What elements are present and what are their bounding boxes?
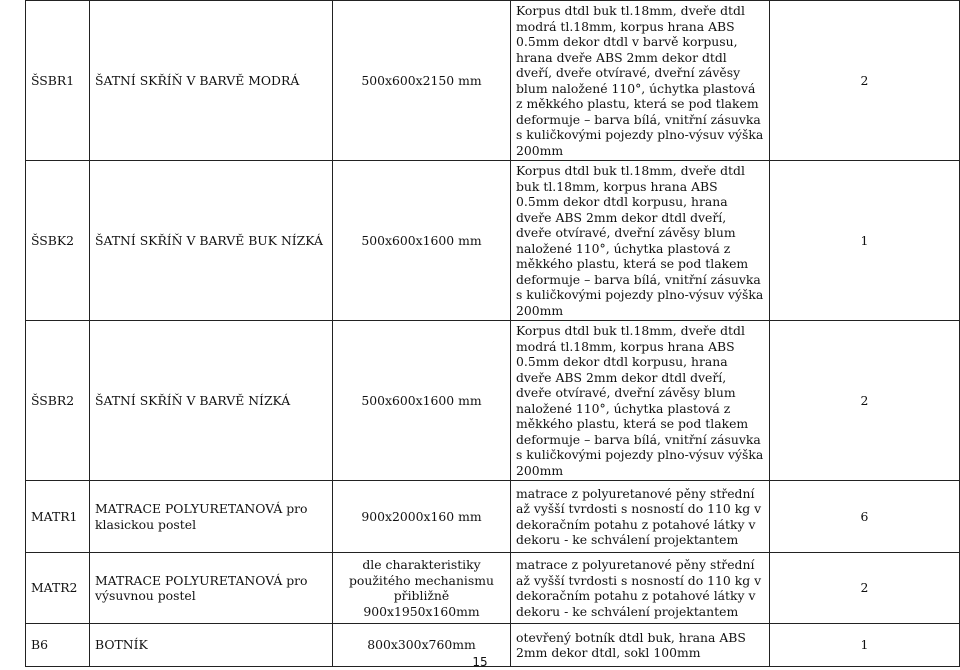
item-quantity: 2: [770, 1, 960, 161]
specification-table: [25, 0, 960, 667]
item-quantity: 1: [770, 624, 960, 667]
item-name: ŠATNÍ SKŘÍŇ V BARVĚ BUK NÍZKÁ: [90, 161, 333, 321]
item-dimensions: 800x300x760mm: [333, 624, 511, 667]
item-dimensions: 500x600x2150 mm: [333, 1, 511, 161]
item-quantity: 2: [770, 321, 960, 481]
item-dimensions: dle charakteristiky použitého mechanismu přibližně 900x1950x160mm: [333, 553, 511, 624]
item-dimensions: 500x600x1600 mm: [333, 321, 511, 481]
item-name: BOTNÍK: [90, 624, 333, 667]
item-code: ŠSBR1: [26, 1, 90, 161]
table-row: [26, 321, 960, 481]
item-description: matrace z polyuretanové pěny střední až vyšší tvrdosti s nosností do 110 kg v dekoračním potahu z potahové látky v dekoru - ke schválení projektantem: [511, 481, 770, 553]
table-row: [26, 161, 960, 321]
table-row: [26, 481, 960, 553]
item-dimensions: 900x2000x160 mm: [333, 481, 511, 553]
item-name: MATRACE POLYURETANOVÁ pro výsuvnou postel: [90, 553, 333, 624]
item-code: B6: [26, 624, 90, 667]
item-quantity: 2: [770, 553, 960, 624]
table-row: [26, 1, 960, 161]
item-dimensions: 500x600x1600 mm: [333, 161, 511, 321]
item-quantity: 1: [770, 161, 960, 321]
item-code: ŠSBR2: [26, 321, 90, 481]
item-code: ŠSBK2: [26, 161, 90, 321]
item-name: MATRACE POLYURETANOVÁ pro klasickou postel: [90, 481, 333, 553]
item-description: Korpus dtdl buk tl.18mm, dveře dtdl modrá tl.18mm, korpus hrana ABS 0.5mm dekor dtdl korpusu, hrana dveře ABS 2mm dekor dtdl dveří, dveře otvíravé, dveřní závěsy blum naložené 110°, úchytka plastová z měkkého plastu, která se pod tlakem deformuje – barva bílá, vnitřní zásuvka s kuličkovými pojezdy plno-výsuv výška 200mm: [511, 321, 770, 481]
item-quantity: 6: [770, 481, 960, 553]
table-row: [26, 553, 960, 624]
page-number: 15: [472, 655, 488, 669]
item-name: ŠATNÍ SKŘÍŇ V BARVĚ NÍZKÁ: [90, 321, 333, 481]
item-description: matrace z polyuretanové pěny střední až vyšší tvrdosti s nosností do 110 kg v dekoračním potahu z potahové látky v dekoru - ke schválení projektantem: [511, 553, 770, 624]
item-description: otevřený botník dtdl buk, hrana ABS 2mm dekor dtdl, sokl 100mm: [511, 624, 770, 667]
item-code: MATR1: [26, 481, 90, 553]
item-name: ŠATNÍ SKŘÍŇ V BARVĚ MODRÁ: [90, 1, 333, 161]
item-description: Korpus dtdl buk tl.18mm, dveře dtdl buk tl.18mm, korpus hrana ABS 0.5mm dekor dtdl korpusu, hrana dveře ABS 2mm dekor dtdl dveří, dveře otvíravé, dveřní závěsy blum naložené 110°, úchytka plastová z měkkého plastu, která se pod tlakem deformuje – barva bílá, vnitřní zásuvka s kuličkovými pojezdy plno-výsuv výška 200mm: [511, 161, 770, 321]
item-description: Korpus dtdl buk tl.18mm, dveře dtdl modrá tl.18mm, korpus hrana ABS 0.5mm dekor dtdl v barvě korpusu, hrana dveře ABS 2mm dekor dtdl dveří, dveře otvíravé, dveřní závěsy blum naložené 110°, úchytka plastová z měkkého plastu, která se pod tlakem deformuje – barva bílá, vnitřní zásuvka s kuličkovými pojezdy plno-výsuv výška 200mm: [511, 1, 770, 161]
item-code: MATR2: [26, 553, 90, 624]
